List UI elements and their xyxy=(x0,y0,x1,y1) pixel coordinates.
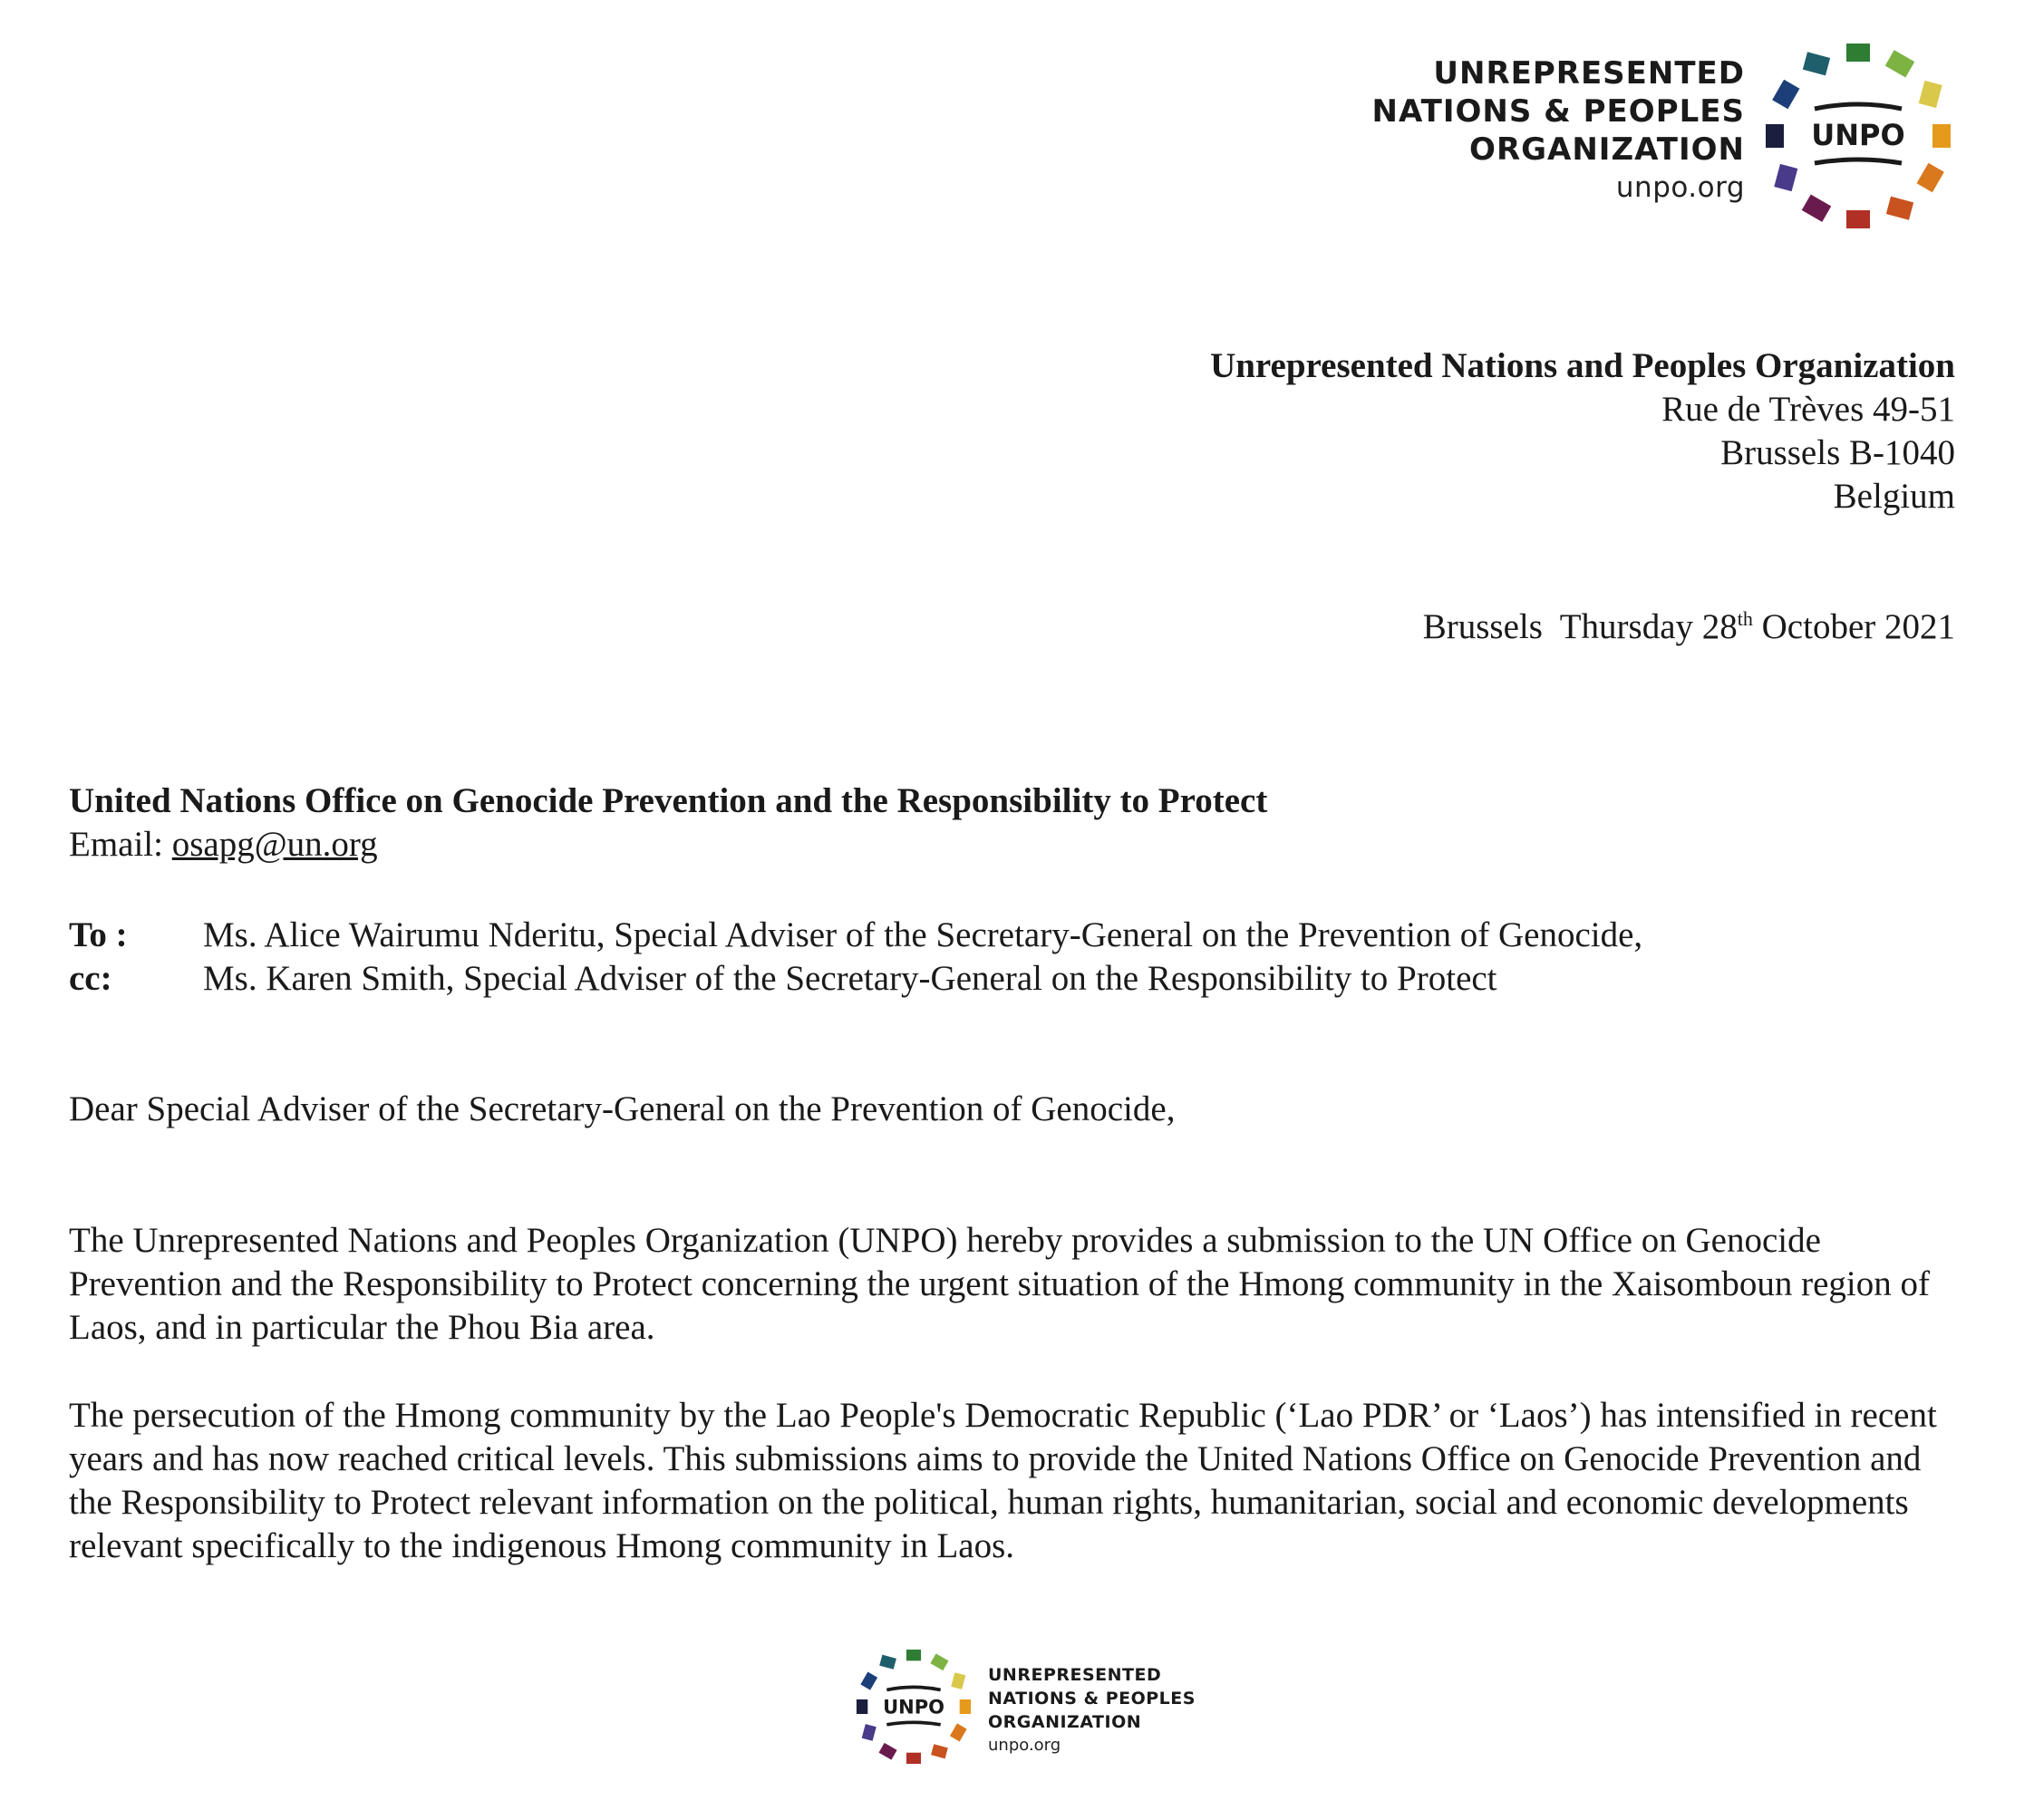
to-label: To : xyxy=(69,915,128,954)
logo-ring-segment xyxy=(1886,197,1913,220)
logo-ring-segment xyxy=(860,1672,877,1690)
logo-line-1: UNREPRESENTED xyxy=(1433,55,1745,92)
sender-city: Brussels B-1040 xyxy=(1720,433,1955,472)
body-paragraph: The Unrepresented Nations and Peoples Organization (UNPO) hereby provides a submission to the UN Office on Genocide Prevention and the Responsibility to Protect concerning the urgent situation of the Hmong community in the Xaisomboun region of Laos, and in particular the Phou Bia area. xyxy=(69,1221,1930,1347)
logo-ring-segment xyxy=(879,1655,896,1670)
date-suffix: th xyxy=(1737,607,1753,630)
date-day: Thursday 28 xyxy=(1559,607,1738,646)
logo-ring-segment xyxy=(879,1743,897,1760)
logo-mark-text: UNPO xyxy=(883,1695,944,1718)
cc-value: Ms. Karen Smith, Special Adviser of the Secretary-General on the Responsibility to Protect xyxy=(203,959,1497,998)
logo-ring-segment xyxy=(1774,164,1797,191)
cc-row xyxy=(69,957,1972,1001)
logo-line-2: NATIONS & PEOPLES xyxy=(988,1689,1196,1709)
email-label: Email: xyxy=(69,825,163,864)
unpo-ring-icon xyxy=(852,1645,975,1768)
logo-ring-segment xyxy=(862,1724,877,1741)
unpo-logo-header xyxy=(1369,36,1958,236)
date-place: Brussels xyxy=(1422,607,1543,646)
logo-ring-segment xyxy=(960,1699,971,1714)
logo-ring-segment xyxy=(857,1699,867,1714)
logo-url: unpo.org xyxy=(988,1736,1061,1755)
addressee-block xyxy=(69,914,1972,1001)
logo-ring-segment xyxy=(1846,44,1870,62)
cc-label: cc: xyxy=(69,959,112,998)
logo-ring-segment xyxy=(906,1753,921,1764)
logo-ring-segment xyxy=(931,1744,948,1758)
salutation: Dear Special Adviser of the Secretary-General on the Prevention of Genocide, xyxy=(69,1089,1176,1128)
logo-line-3: ORGANIZATION xyxy=(988,1712,1142,1732)
unpo-logo-footer xyxy=(852,1645,1233,1772)
logo-ring-segment xyxy=(1932,124,1951,148)
logo-url: unpo.org xyxy=(1615,171,1745,204)
logo-ring-segment xyxy=(1846,210,1870,228)
sender-country: Belgium xyxy=(1833,477,1955,516)
logo-ring-segment xyxy=(930,1653,948,1670)
body-paragraph: The persecution of the Hmong community by the Lao People's Democratic Republic (‘Lao PDR’ or ‘Laos’) has intensified in recent years and has now reached critical levels. This submissions aims to provide the United Nations Office on Genocide Prevention and the Responsibility to Protect relevant information on the political, human rights, humanitarian, social and economic developments relevant specifically to the indigenous Hmong community in Laos. xyxy=(69,1396,1937,1565)
sender-org: Unrepresented Nations and Peoples Organization xyxy=(1210,346,1955,385)
unpo-ring-icon xyxy=(1758,36,1958,236)
logo-ring-segment xyxy=(1802,195,1832,222)
logo-ring-segment xyxy=(1885,50,1915,77)
to-row xyxy=(69,914,1972,957)
sender-address xyxy=(1210,344,1955,518)
logo-ring-segment xyxy=(1772,80,1799,110)
email-link[interactable]: osapg@un.org xyxy=(171,825,378,864)
logo-ring-segment xyxy=(1917,163,1944,193)
letter-date xyxy=(1423,605,1955,649)
recipient-email-row xyxy=(69,823,1972,866)
logo-ring-segment xyxy=(951,1672,965,1689)
logo-ring-segment xyxy=(1803,52,1830,75)
logo-line-3: ORGANIZATION xyxy=(1469,131,1745,168)
logo-line-2: NATIONS & PEOPLES xyxy=(1371,93,1745,130)
logo-wordmark xyxy=(988,1663,1196,1757)
logo-wordmark xyxy=(1372,54,1746,207)
logo-line-1: UNREPRESENTED xyxy=(988,1665,1162,1685)
date-month-year: October 2021 xyxy=(1761,607,1955,646)
logo-mark-text: UNPO xyxy=(1811,118,1905,152)
recipient-office: United Nations Office on Genocide Prevention and the Responsibility to Protect xyxy=(69,781,1268,820)
to-value: Ms. Alice Wairumu Nderitu, Special Adviser of the Secretary-General on the Prevention of Genocide, xyxy=(203,915,1643,954)
logo-ring-segment xyxy=(950,1723,967,1741)
sender-street: Rue de Trèves 49-51 xyxy=(1661,390,1955,429)
logo-ring-segment xyxy=(1766,124,1784,148)
logo-ring-segment xyxy=(1919,81,1942,108)
recipient-block xyxy=(69,779,1972,866)
logo-ring-segment xyxy=(906,1650,921,1660)
